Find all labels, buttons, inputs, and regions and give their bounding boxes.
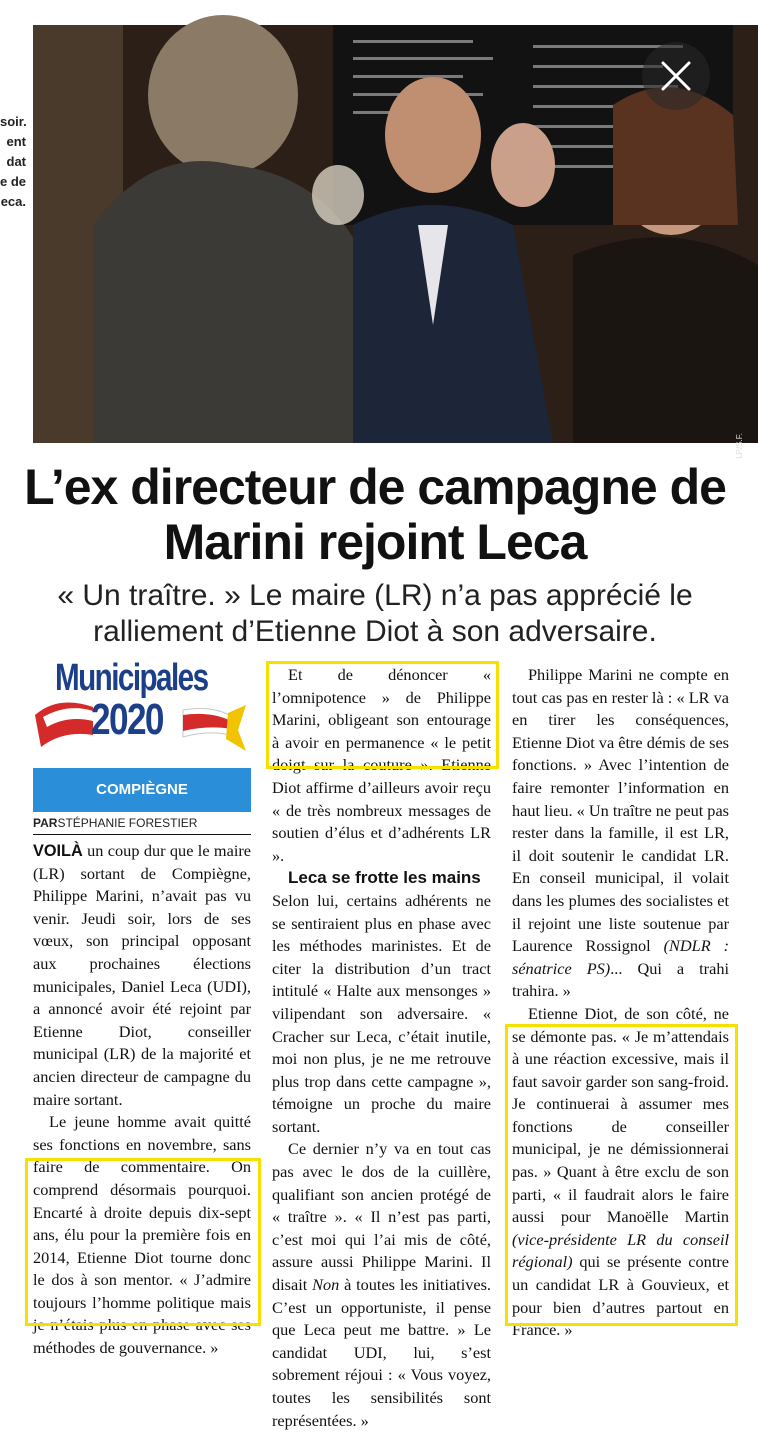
paragraph: Le jeune homme avait quitté ses fonctions en novembre, sans faire de commentaire. On comprend désormais pourquoi. Encarté à droite depuis dix-sept ans, élu pour la première fois en 2014, Etienne Diot tourne donc le dos à son mentor. « J’admire toujours l’homme politique mais je n’étais plus en phase avec ses méthodes de gouvernance. » [33,1112,251,1358]
paragraph [272,1138,491,1432]
byline-author: STÉPHANIE FORESTIER [57,816,198,830]
article-column-3 [512,664,729,1342]
fragment-line: dat [6,154,26,169]
section-subtitle: Leca se frotte les mains [288,868,481,888]
article-headline: L’ex directeur de campagne de Marini rejoint Leca [24,459,726,570]
close-button[interactable] [642,42,710,110]
italic-text: (NDLR : sénatrice PS) [512,936,729,978]
paragraph [512,664,729,1003]
fragment-line: e de [0,174,27,189]
byline [33,816,251,835]
paragraph-text: à toutes les initiatives. C’est un opportuniste, il pense que Leca peut me battre. » Le candidat UDI, lui, s’est sobrement réjoui : « Vous voyez, toutes les sensibilités sont représentées. » [272,1275,492,1430]
article-column-1 [33,840,251,1360]
paragraph-text: ... Qui a trahi trahira. » [512,958,729,1001]
paragraph: Et de dénoncer « l’omnipotence » de Philippe Marini, obligeant son entourage à avoir en permanence « le petit doigt sur la couture ». Etienne Diot affirme d’ailleurs avoir reçu « de très nombreux messages de soutien d’élus et d’adhérents LR ». [272,665,491,865]
section-label: COMPIÈGNE [33,768,251,812]
paragraph: Selon lui, certains adhérents ne se sentiraient plus en phase avec les méthodes marinistes. Et de citer la distribution d’un tract intitulé « Halte aux mensonges » vilipendant son adversaire. « Cracher sur Leca, c’était inutile, moi non plus, je ne me retrouve plus trop dans cette campagne », témoigne un proche du maire sortant. [272,890,491,1136]
italic-text: (vice-présidente LR du conseil régional) [512,1229,729,1272]
municipales-logo [33,655,248,760]
logo-title: Municipales [55,657,208,699]
paragraph-text: Ce dernier n’y va en tout cas pas avec le dos de la cuillère, qualifiant son ancien protégé de « traître ». « Il n’est pas parti, c’est moi qui l’ai mis de côté, assure aussi Philippe Marini. Il disait [272,1139,491,1295]
article-column-2 [272,664,491,1432]
paragraph-text: Etienne Diot, de son côté, ne se démonte pas. « Je m’attendais à une réaction excessive, mais il faut savoir garder son sang-froid. Je continuerai à assumer mes fonctions de conseiller municipal, je ne démissionnerai pas. » Quant à être exclu de son parti, « il faudrait alors le faire aussi pour Manoëlle Martin [512,1003,729,1227]
fragment-line: soir. [0,114,27,129]
photo-credit: LP/S.F. [735,433,744,459]
paragraph-text: Philippe Marini ne compte en tout cas pas en rester là : « LR va en tirer les conséquences, Etienne Diot va être démis de ses fonctions. » Avec l’intention de faire remonter l’information en haut lieu. « Un traître ne peut pas rester dans la famille, il est LR, il doit soutenir le candidat LR. En conseil municipal, il volait dans les plumes des socialistes et il rejoint une liste soutenue par Laurence Rossignol [512,665,730,956]
lead-word: VOILÀ [33,842,83,860]
logo-year: 2020 [91,695,163,744]
paragraph [512,1003,729,1342]
paragraph-text: qui se présente contre un candidat LR à Gouvieux, et pour bien d’autres partout en France. » [512,1252,729,1340]
paragraph [33,840,251,1111]
italic-text: Non [312,1275,340,1295]
close-icon [660,60,692,92]
previous-article-fragment [0,112,26,212]
fragment-line: ent [6,134,26,149]
byline-prefix: PAR [33,816,58,830]
fragment-line: eca. [0,194,26,209]
paragraph-text: un coup dur que le maire (LR) sortant de Compiègne, Philippe Marini, n’avait pas vu venir. Jeudi soir, lors de ses vœux, son principal opposant aux prochaines élections municipales, Daniel Leca (UDI), a annoncé avoir été rejoint par Etienne Diot, conseiller municipal (LR) de la majorité et ancien directeur de campagne du maire sortant. [33,841,251,1109]
article-subheadline: « Un traître. » Le maire (LR) n’a pas apprécié le ralliement d’Etienne Diot à son adversaire. [57,579,693,648]
